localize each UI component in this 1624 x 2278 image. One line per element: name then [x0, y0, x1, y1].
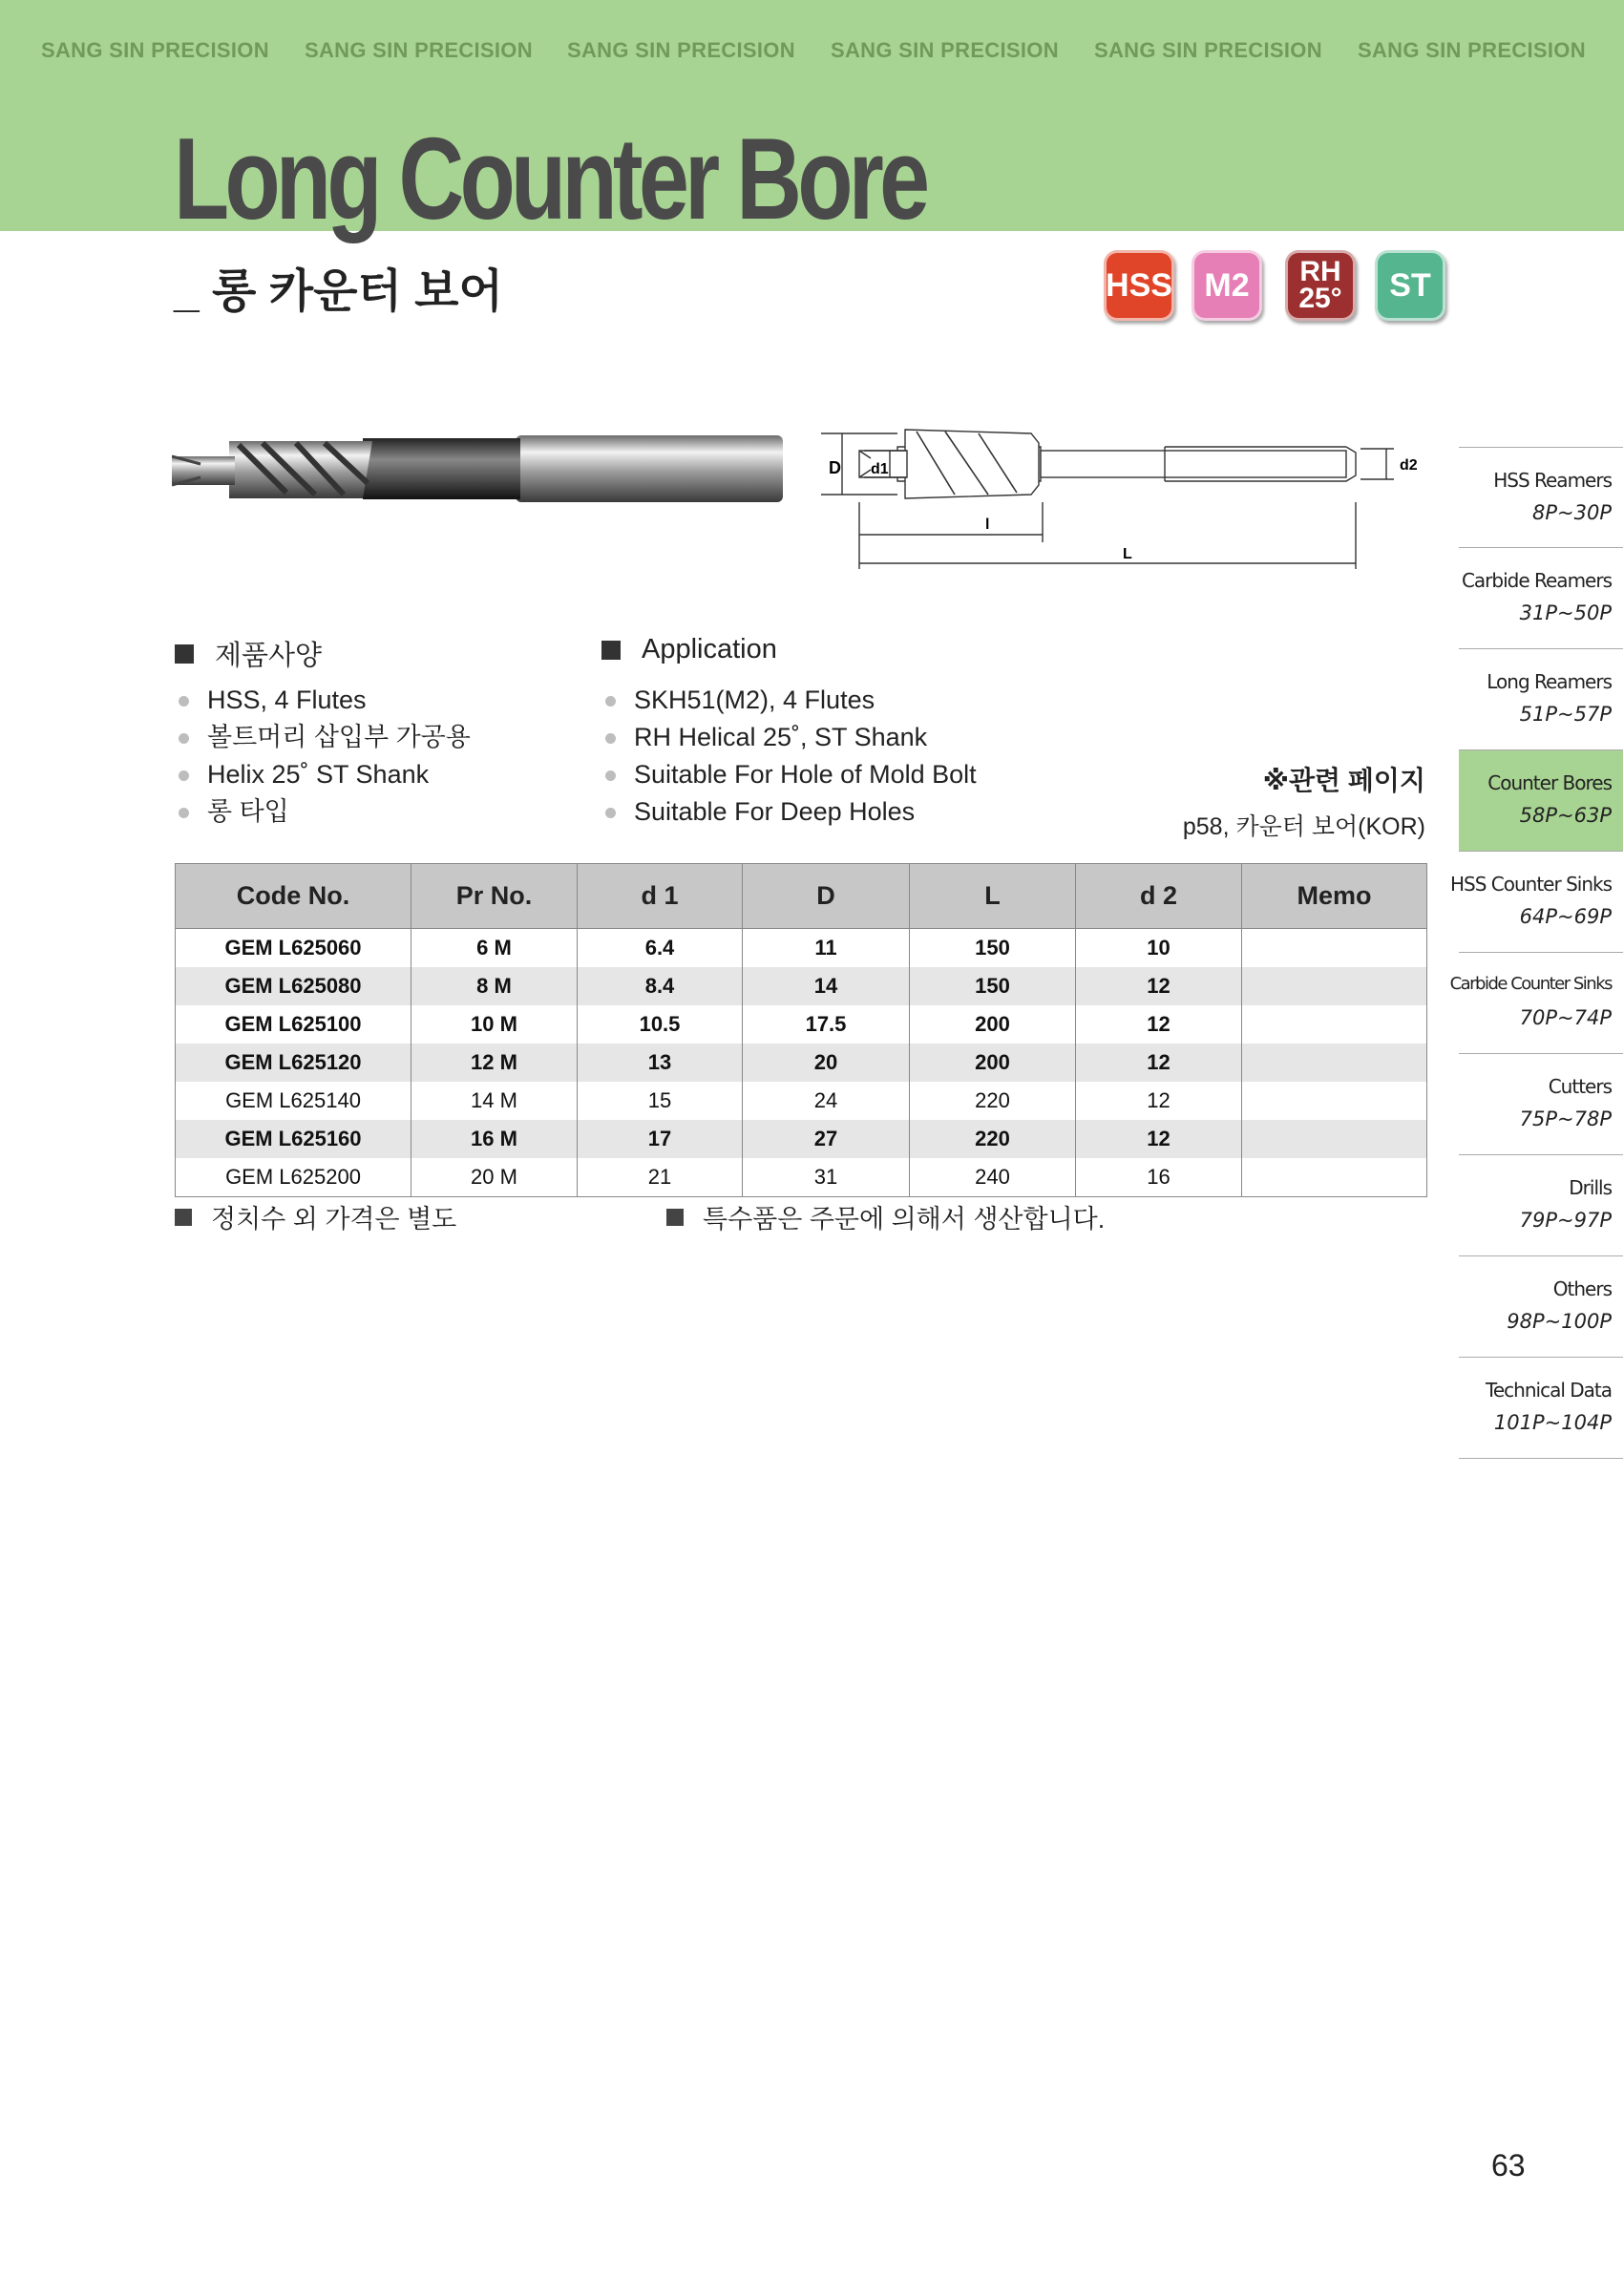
nav-label: HSS Counter Sinks	[1450, 873, 1612, 896]
cell-D: 14	[743, 967, 910, 1005]
nav-label: Counter Bores	[1487, 771, 1612, 794]
features-heading	[175, 634, 322, 673]
feature-item: HSS, 4 Flutes	[175, 682, 471, 719]
cell-D: 11	[743, 929, 910, 968]
feature-item: 볼트머리 삽입부 가공용	[175, 719, 471, 756]
rh-badge-top: RH	[1299, 255, 1341, 287]
features-list	[175, 682, 471, 831]
nav-item-cutters[interactable]	[1459, 1054, 1623, 1155]
nav-label: Long Reamers	[1487, 670, 1612, 693]
cell-L: 150	[910, 967, 1076, 1005]
table-header-row	[176, 864, 1427, 929]
cell-memo	[1242, 1158, 1427, 1197]
application-item: SKH51(M2), 4 Flutes	[601, 682, 977, 719]
col-code: Code No.	[176, 864, 411, 929]
brand-text: SANG SIN PRECISION	[831, 38, 1059, 62]
cell-d2: 10	[1076, 929, 1242, 968]
nav-item-long-reamers[interactable]	[1459, 649, 1623, 750]
nav-item-technical-data[interactable]	[1459, 1358, 1623, 1459]
cell-d2: 16	[1076, 1158, 1242, 1197]
cell-code: GEM L625080	[176, 967, 411, 1005]
nav-label: Carbide Reamers	[1461, 569, 1612, 592]
col-L: L	[910, 864, 1076, 929]
table-row	[176, 1005, 1427, 1044]
cell-L: 150	[910, 929, 1076, 968]
cell-code: GEM L625120	[176, 1044, 411, 1082]
cell-d2: 12	[1076, 1005, 1242, 1044]
cell-L: 200	[910, 1044, 1076, 1082]
cell-d1: 17	[578, 1120, 743, 1158]
brand-text: SANG SIN PRECISION	[1358, 38, 1586, 62]
nav-item-carbide-reamers[interactable]	[1459, 548, 1623, 649]
features-title: 제품사양	[215, 641, 323, 671]
cell-pr: 16 M	[411, 1120, 578, 1158]
nav-label: Cutters	[1548, 1075, 1612, 1098]
nav-pages: 98P~100P	[1507, 1310, 1612, 1333]
cell-D: 17.5	[743, 1005, 910, 1044]
cell-memo	[1242, 1005, 1427, 1044]
table-row	[176, 929, 1427, 968]
nav-label: HSS Reamers	[1493, 469, 1612, 492]
cell-d2: 12	[1076, 1082, 1242, 1120]
cell-memo	[1242, 1082, 1427, 1120]
cell-pr: 14 M	[411, 1082, 578, 1120]
nav-label: Drills	[1569, 1176, 1612, 1199]
cell-D: 27	[743, 1120, 910, 1158]
square-bullet-icon	[175, 1209, 192, 1226]
nav-label: Technical Data	[1486, 1379, 1612, 1402]
cell-pr: 20 M	[411, 1158, 578, 1197]
nav-item-counter-bores[interactable]	[1459, 750, 1623, 852]
brand-text: SANG SIN PRECISION	[1094, 38, 1322, 62]
page-title: Long Counter Bore	[174, 114, 926, 243]
cell-L: 220	[910, 1120, 1076, 1158]
feature-item: 롱 타입	[175, 793, 471, 831]
cell-d2: 12	[1076, 967, 1242, 1005]
cell-pr: 10 M	[411, 1005, 578, 1044]
m2-badge: M2	[1192, 250, 1262, 321]
table-row	[176, 1120, 1427, 1158]
cell-d1: 10.5	[578, 1005, 743, 1044]
related-link[interactable]: p58, 카운터 보어(KOR)	[1182, 813, 1425, 840]
table-row	[176, 1082, 1427, 1120]
table-row	[176, 967, 1427, 1005]
technical-drawing	[821, 399, 1432, 590]
cell-memo	[1242, 967, 1427, 1005]
nav-pages: 75P~78P	[1519, 1107, 1612, 1130]
page-number: 63	[1491, 2148, 1526, 2183]
related-pages	[1183, 760, 1425, 842]
nav-pages: 79P~97P	[1519, 1209, 1612, 1232]
application-item: Suitable For Deep Holes	[601, 793, 977, 831]
nav-label: Others	[1552, 1277, 1612, 1300]
cell-L: 200	[910, 1005, 1076, 1044]
square-bullet-icon	[175, 644, 194, 664]
square-bullet-icon	[601, 641, 621, 660]
col-memo: Memo	[1242, 864, 1427, 929]
nav-pages: 31P~50P	[1519, 601, 1612, 624]
cell-d1: 21	[578, 1158, 743, 1197]
dim-d1: d1	[871, 461, 889, 477]
table-row	[176, 1158, 1427, 1197]
brand-text: SANG SIN PRECISION	[41, 38, 269, 62]
nav-item-carbide-counter-sinks[interactable]	[1449, 953, 1623, 1054]
side-nav	[1449, 447, 1623, 1459]
cell-code: GEM L625160	[176, 1120, 411, 1158]
nav-pages: 8P~30P	[1531, 501, 1612, 524]
page-subtitle: _ 롱 카운터 보어	[174, 266, 503, 317]
nav-item-others[interactable]	[1459, 1256, 1623, 1358]
rh-badge-bottom: 25°	[1298, 283, 1342, 314]
related-title: ※관련 페이지	[1262, 766, 1425, 795]
nav-pages: 70P~74P	[1519, 1006, 1612, 1029]
brand-text: SANG SIN PRECISION	[567, 38, 795, 62]
spec-table	[175, 863, 1427, 1197]
cell-d2: 12	[1076, 1044, 1242, 1082]
dim-D: D	[829, 458, 841, 477]
nav-pages: 64P~69P	[1519, 905, 1612, 928]
st-badge: ST	[1375, 250, 1445, 321]
nav-item-hss-counter-sinks[interactable]	[1450, 852, 1623, 953]
cell-D: 31	[743, 1158, 910, 1197]
brand-text: SANG SIN PRECISION	[305, 38, 533, 62]
cell-L: 240	[910, 1158, 1076, 1197]
application-item: RH Helical 25˚, ST Shank	[601, 719, 977, 756]
cell-d1: 6.4	[578, 929, 743, 968]
nav-item-drills[interactable]	[1459, 1155, 1623, 1256]
cell-d2: 12	[1076, 1120, 1242, 1158]
tool-photo	[172, 435, 783, 504]
cell-code: GEM L625060	[176, 929, 411, 968]
col-D: D	[743, 864, 910, 929]
application-item: Suitable For Hole of Mold Bolt	[601, 756, 977, 793]
cell-memo	[1242, 1120, 1427, 1158]
nav-label: Carbide Counter Sinks	[1449, 974, 1612, 994]
cell-D: 24	[743, 1082, 910, 1120]
dim-L: L	[1123, 546, 1132, 562]
cell-code: GEM L625100	[176, 1005, 411, 1044]
cell-L: 220	[910, 1082, 1076, 1120]
nav-pages: 101P~104P	[1493, 1411, 1612, 1434]
cell-code: GEM L625140	[176, 1082, 411, 1120]
cell-pr: 6 M	[411, 929, 578, 968]
application-list	[601, 682, 977, 831]
application-heading	[601, 634, 777, 665]
square-bullet-icon	[666, 1209, 684, 1226]
cell-pr: 8 M	[411, 967, 578, 1005]
cell-pr: 12 M	[411, 1044, 578, 1082]
special-order-note	[666, 1198, 1105, 1235]
cell-memo	[1242, 1044, 1427, 1082]
cell-d1: 8.4	[578, 967, 743, 1005]
application-title: Application	[642, 634, 777, 664]
special-order-text: 특수품은 주문에 의해서 생산합니다.	[703, 1205, 1106, 1234]
cell-memo	[1242, 929, 1427, 968]
rh-badge	[1285, 250, 1356, 321]
col-pr: Pr No.	[411, 864, 578, 929]
table-row	[176, 1044, 1427, 1082]
col-d1: d 1	[578, 864, 743, 929]
price-note	[175, 1198, 456, 1235]
dim-d2: d2	[1400, 457, 1418, 474]
cell-D: 20	[743, 1044, 910, 1082]
cell-code: GEM L625200	[176, 1158, 411, 1197]
cell-d1: 13	[578, 1044, 743, 1082]
hss-badge: HSS	[1104, 250, 1174, 321]
nav-item-hss-reamers[interactable]	[1459, 447, 1623, 548]
cell-d1: 15	[578, 1082, 743, 1120]
price-note-text: 정치수 외 가격은 별도	[211, 1205, 457, 1234]
dim-l: l	[985, 517, 990, 533]
feature-item: Helix 25˚ ST Shank	[175, 756, 471, 793]
nav-pages: 58P~63P	[1519, 804, 1612, 827]
col-d2: d 2	[1076, 864, 1242, 929]
nav-pages: 51P~57P	[1519, 703, 1612, 726]
brand-row	[0, 38, 1624, 67]
